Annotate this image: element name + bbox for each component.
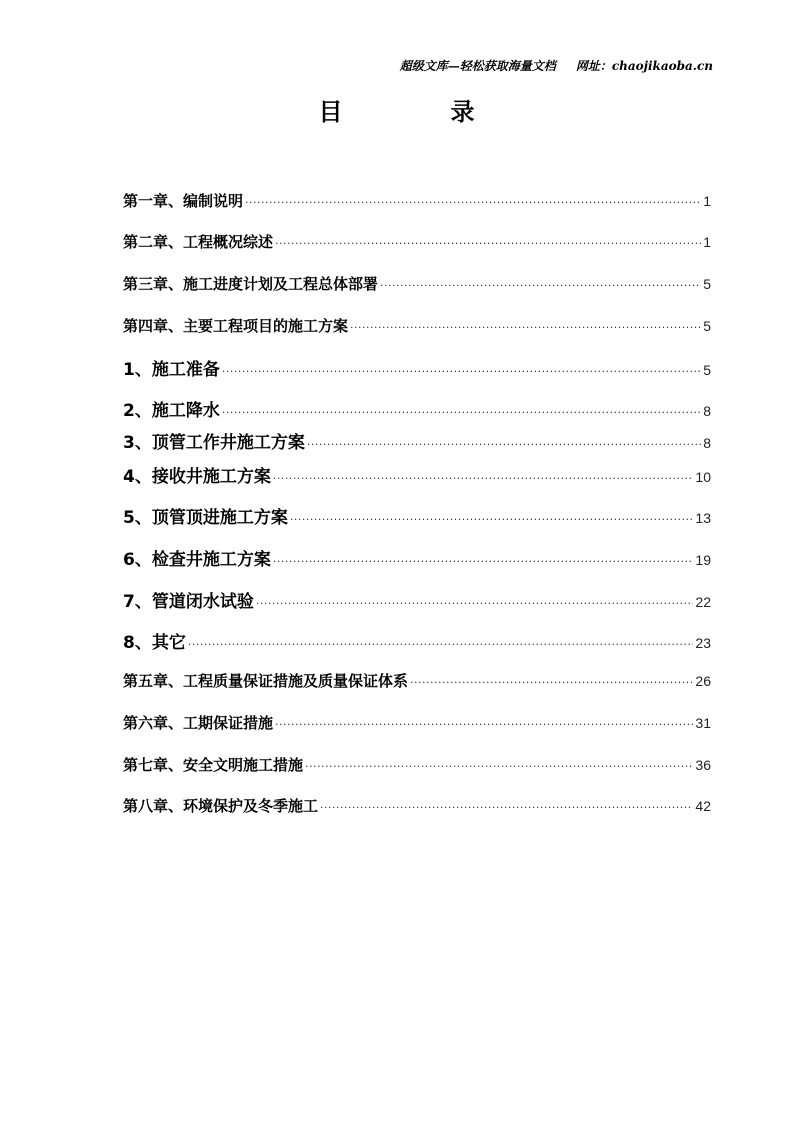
toc-entry-page: 19 bbox=[695, 552, 711, 568]
header-url: 网址：chaojikaoba.cn bbox=[575, 59, 713, 73]
toc-entry-label: 2、施工降水 bbox=[123, 401, 220, 421]
toc-entry-page: 31 bbox=[695, 715, 711, 731]
toc-title bbox=[0, 92, 793, 127]
toc-entry-page: 36 bbox=[695, 757, 711, 773]
toc-leader bbox=[307, 438, 701, 451]
toc-entry-label: 第五章、工程质量保证措施及质量保证体系 bbox=[123, 672, 409, 690]
toc-entry-label: 5、顶管顶进施工方案 bbox=[123, 508, 288, 528]
toc-leader bbox=[222, 365, 701, 378]
toc-entry[interactable] bbox=[123, 190, 711, 211]
toc-entry[interactable] bbox=[123, 545, 711, 570]
toc-leader bbox=[350, 321, 701, 334]
toc-entry-label: 第六章、工期保证措施 bbox=[123, 714, 274, 732]
toc-entry-label: 第三章、施工进度计划及工程总体部署 bbox=[123, 275, 379, 293]
toc-entry[interactable] bbox=[123, 273, 711, 294]
toc-entry-page: 26 bbox=[695, 673, 711, 689]
toc-entry-label: 7、管道闭水试验 bbox=[123, 592, 254, 612]
toc-entry[interactable] bbox=[123, 503, 711, 528]
toc-entry-label: 1、施工准备 bbox=[123, 360, 220, 380]
toc-entry[interactable] bbox=[123, 428, 711, 453]
toc-entry-page: 23 bbox=[695, 635, 711, 651]
toc-entry-page: 1 bbox=[703, 234, 711, 250]
toc-entry[interactable] bbox=[123, 628, 711, 653]
toc-entry[interactable] bbox=[123, 754, 711, 775]
toc-entry[interactable] bbox=[123, 462, 711, 487]
toc-entry-page: 5 bbox=[703, 276, 711, 292]
toc-entry-label: 第二章、工程概况综述 bbox=[123, 233, 274, 251]
toc-entry-page: 5 bbox=[703, 362, 711, 378]
toc-leader bbox=[256, 597, 694, 610]
toc-entry[interactable] bbox=[123, 315, 711, 336]
toc-entry-label: 8、其它 bbox=[123, 633, 186, 653]
toc-entry-label: 第八章、环境保护及冬季施工 bbox=[123, 797, 319, 815]
toc-leader bbox=[320, 801, 693, 814]
toc-entry[interactable] bbox=[123, 231, 711, 252]
toc-entry-page: 13 bbox=[695, 510, 711, 526]
toc-leader bbox=[222, 406, 701, 419]
toc-leader bbox=[273, 472, 694, 485]
toc-entry-page: 42 bbox=[695, 798, 711, 814]
toc-entry[interactable] bbox=[123, 355, 711, 380]
toc-leader bbox=[290, 513, 694, 526]
toc-entry-label: 3、顶管工作井施工方案 bbox=[123, 433, 305, 453]
toc-leader bbox=[273, 555, 694, 568]
toc-title-char-2: 录 bbox=[450, 98, 475, 126]
toc-leader bbox=[188, 638, 694, 651]
toc-entry-page: 10 bbox=[695, 469, 711, 485]
toc-entry-label: 第四章、主要工程项目的施工方案 bbox=[123, 317, 349, 335]
toc-leader bbox=[275, 237, 701, 250]
toc-leader bbox=[380, 279, 701, 292]
header-slogan: 超级文库—轻松获取海量文档 bbox=[399, 59, 556, 73]
toc-entry[interactable] bbox=[123, 670, 711, 691]
toc-leader bbox=[245, 196, 701, 209]
toc-entry-label: 6、检查井施工方案 bbox=[123, 550, 271, 570]
toc-entry-page: 8 bbox=[703, 403, 711, 419]
toc-entry-page: 22 bbox=[695, 594, 711, 610]
toc-leader bbox=[275, 718, 693, 731]
toc-leader bbox=[305, 760, 693, 773]
toc-entry-label: 第七章、安全文明施工措施 bbox=[123, 756, 304, 774]
toc-entry-page: 8 bbox=[703, 435, 711, 451]
toc-title-char-1: 目 bbox=[318, 98, 343, 126]
toc-entry-page: 1 bbox=[703, 193, 711, 209]
toc-leader bbox=[410, 676, 693, 689]
toc-entry[interactable] bbox=[123, 712, 711, 733]
page-header bbox=[400, 57, 713, 74]
toc-entry-label: 4、接收井施工方案 bbox=[123, 467, 271, 487]
toc-entry[interactable] bbox=[123, 587, 711, 612]
toc-entry[interactable] bbox=[123, 795, 711, 816]
toc-entry[interactable] bbox=[123, 396, 711, 421]
toc-entry-label: 第一章、编制说明 bbox=[123, 192, 244, 210]
toc-entry-page: 5 bbox=[703, 318, 711, 334]
